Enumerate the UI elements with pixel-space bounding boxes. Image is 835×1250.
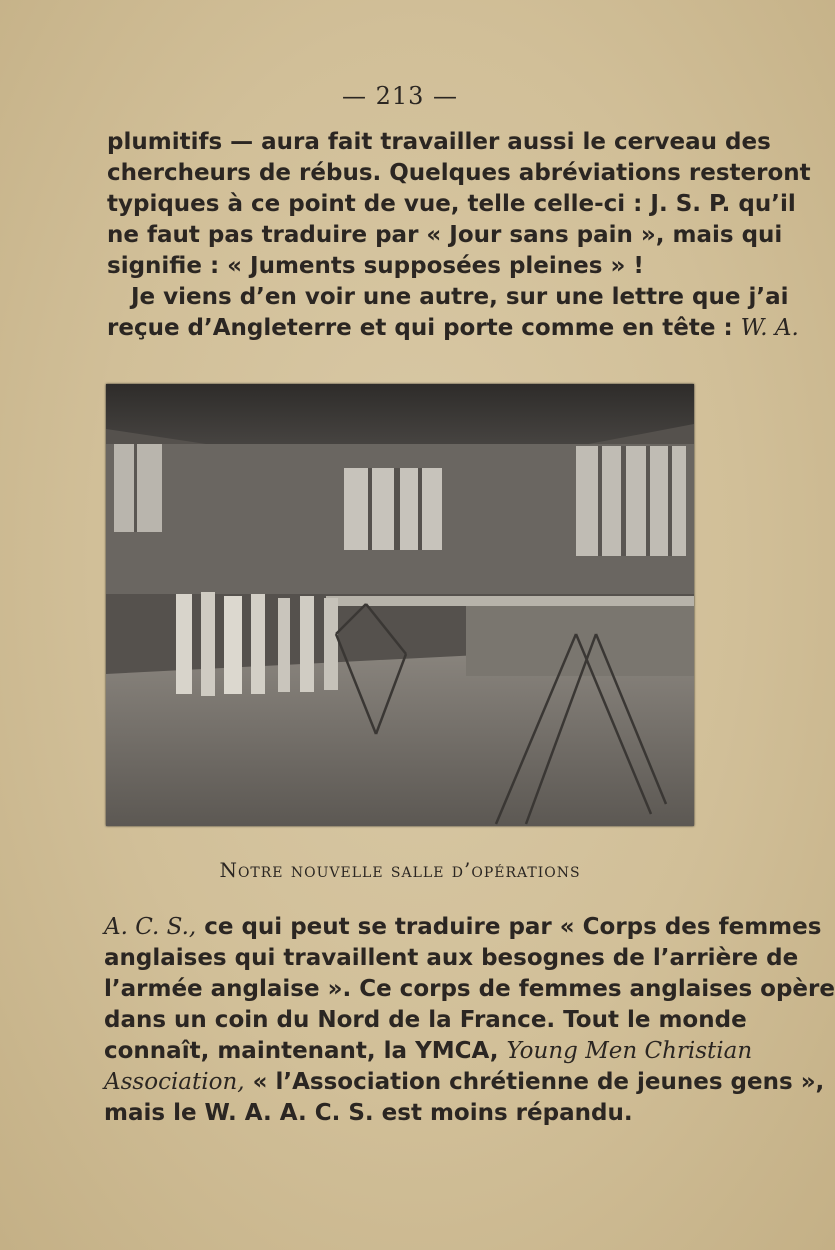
text-line-content: ce qui peut se traduire par « Corps des femmes — [204, 914, 822, 940]
text-line-content: « l’Association chrétienne de jeunes gens », — [252, 1069, 825, 1095]
text-line — [104, 1067, 825, 1098]
figure-caption: Notre nouvelle salle d’opérations — [219, 858, 581, 882]
text-line: dans un coin du Nord de la France. Tout le monde — [104, 1007, 747, 1033]
text-line: plumitifs — aura fait travailler aussi le cerveau des — [107, 129, 771, 155]
abbreviation: A. C. S., — [104, 914, 197, 940]
text-line: typiques à ce point de vue, telle celle-ci : J. S. P. qu’il — [107, 191, 796, 217]
text-line — [104, 1036, 753, 1067]
italic-phrase: Association, — [104, 1069, 245, 1095]
italic-phrase: Young Men Christian — [506, 1038, 753, 1064]
text-line — [107, 313, 799, 344]
paragraph-1 — [107, 127, 811, 344]
abbreviation: W. A. — [740, 315, 799, 341]
text-line: anglaises qui travaillent aux besognes de l’arrière de — [104, 945, 799, 971]
text-line: ne faut pas traduire par « Jour sans pain », mais qui — [107, 222, 783, 248]
photograph — [106, 384, 694, 826]
text-line-content: reçue d’Angleterre et qui porte comme en tête : — [107, 315, 733, 341]
text-line: l’armée anglaise ». Ce corps de femmes anglaises opère — [104, 976, 835, 1002]
text-line — [104, 912, 822, 943]
text-line: Je viens d’en voir une autre, sur une lettre que j’ai — [131, 284, 789, 310]
page-number: — 213 — — [341, 82, 459, 110]
text-line: chercheurs de rébus. Quelques abréviations resteront — [107, 160, 811, 186]
paragraph-2 — [104, 912, 835, 1129]
text-line-content: connaît, maintenant, la YMCA, — [104, 1038, 499, 1064]
text-line: signifie : « Juments supposées pleines » ! — [107, 253, 644, 279]
photograph-image — [106, 384, 694, 826]
text-line: mais le W. A. A. C. S. est moins répandu. — [104, 1100, 633, 1126]
